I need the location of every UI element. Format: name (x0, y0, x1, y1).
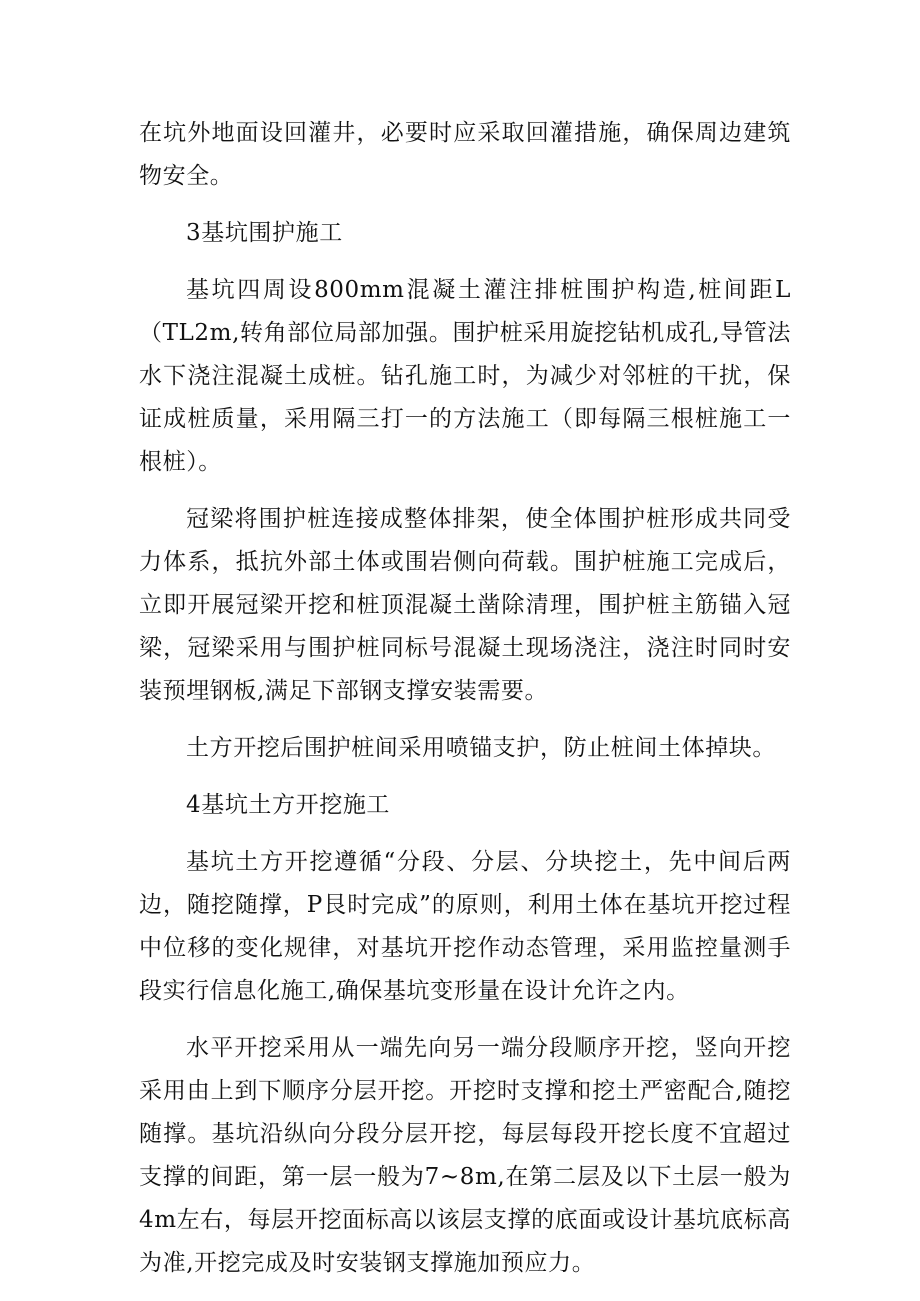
section-heading-retaining-construction: 3基坑围护施工 (186, 220, 343, 246)
paragraph-excavation-principles: 基坑土方开挖遵循“分段、分层、分块挖土，先中间后两边，随挖随撑，P艮时完成”的原则，利用土体在基坑开挖过程中位移的变化规律，对基坑开挖作动态管理，采用监控量测手段实行信息化施工,确保基坑变形量在设计允许之内。 (139, 849, 791, 1004)
document-body (139, 112, 791, 1299)
section-heading-earthwork-excavation: 4基坑土方开挖施工 (186, 792, 391, 818)
paragraph-crown-beam: 冠梁将围护桩连接成整体排架，使全体围护桩形成共同受力体系，抵抗外部土体或围岩侧向荷载。围护桩施工完成后，立即开展冠梁开挖和桩顶混凝土凿除清理，围护桩主筋锚入冠梁，冠梁采用与围护桩同标号混凝土现场浇注，浇注时同时安装预埋钢板,满足下部钢支撑安装需要。 (139, 506, 791, 704)
paragraph-recharge-wells: 在坑外地面设回灌井，必要时应采取回灌措施，确保周边建筑物安全。 (139, 120, 791, 189)
paragraph-excavation-sequence: 水平开挖采用从一端先向另一端分段顺序开挖，竖向开挖采用由上到下顺序分层开挖。开挖时支撑和挖土严密配合,随挖随撑。基坑沿纵向分段分层开挖，每层每段开挖长度不宜超过支撑的间距，第一层一般为7~8m,在第二层及以下土层一般为4m左右，每层开挖面标高以该层支撑的底面或设计基坑底标高为准,开挖完成及时安装钢支撑施加预应力。 (139, 1035, 791, 1276)
paragraph-shotcrete-support: 土方开挖后围护桩间采用喷锚支护，防止桩间土体掉块。 (186, 735, 776, 761)
paragraph-bored-piles: 基坑四周设800mm混凝土灌注排桩围护构造,桩间距L（TL2m,转角部位局部加强。围护桩采用旋挖钻机成孔,导管法水下浇注混凝土成桩。钻孔施工时，为减少对邻桩的干扰，保证成桩质量，采用隔三打一的方法施工（即每隔三根桩施工一根桩）。 (139, 277, 791, 475)
